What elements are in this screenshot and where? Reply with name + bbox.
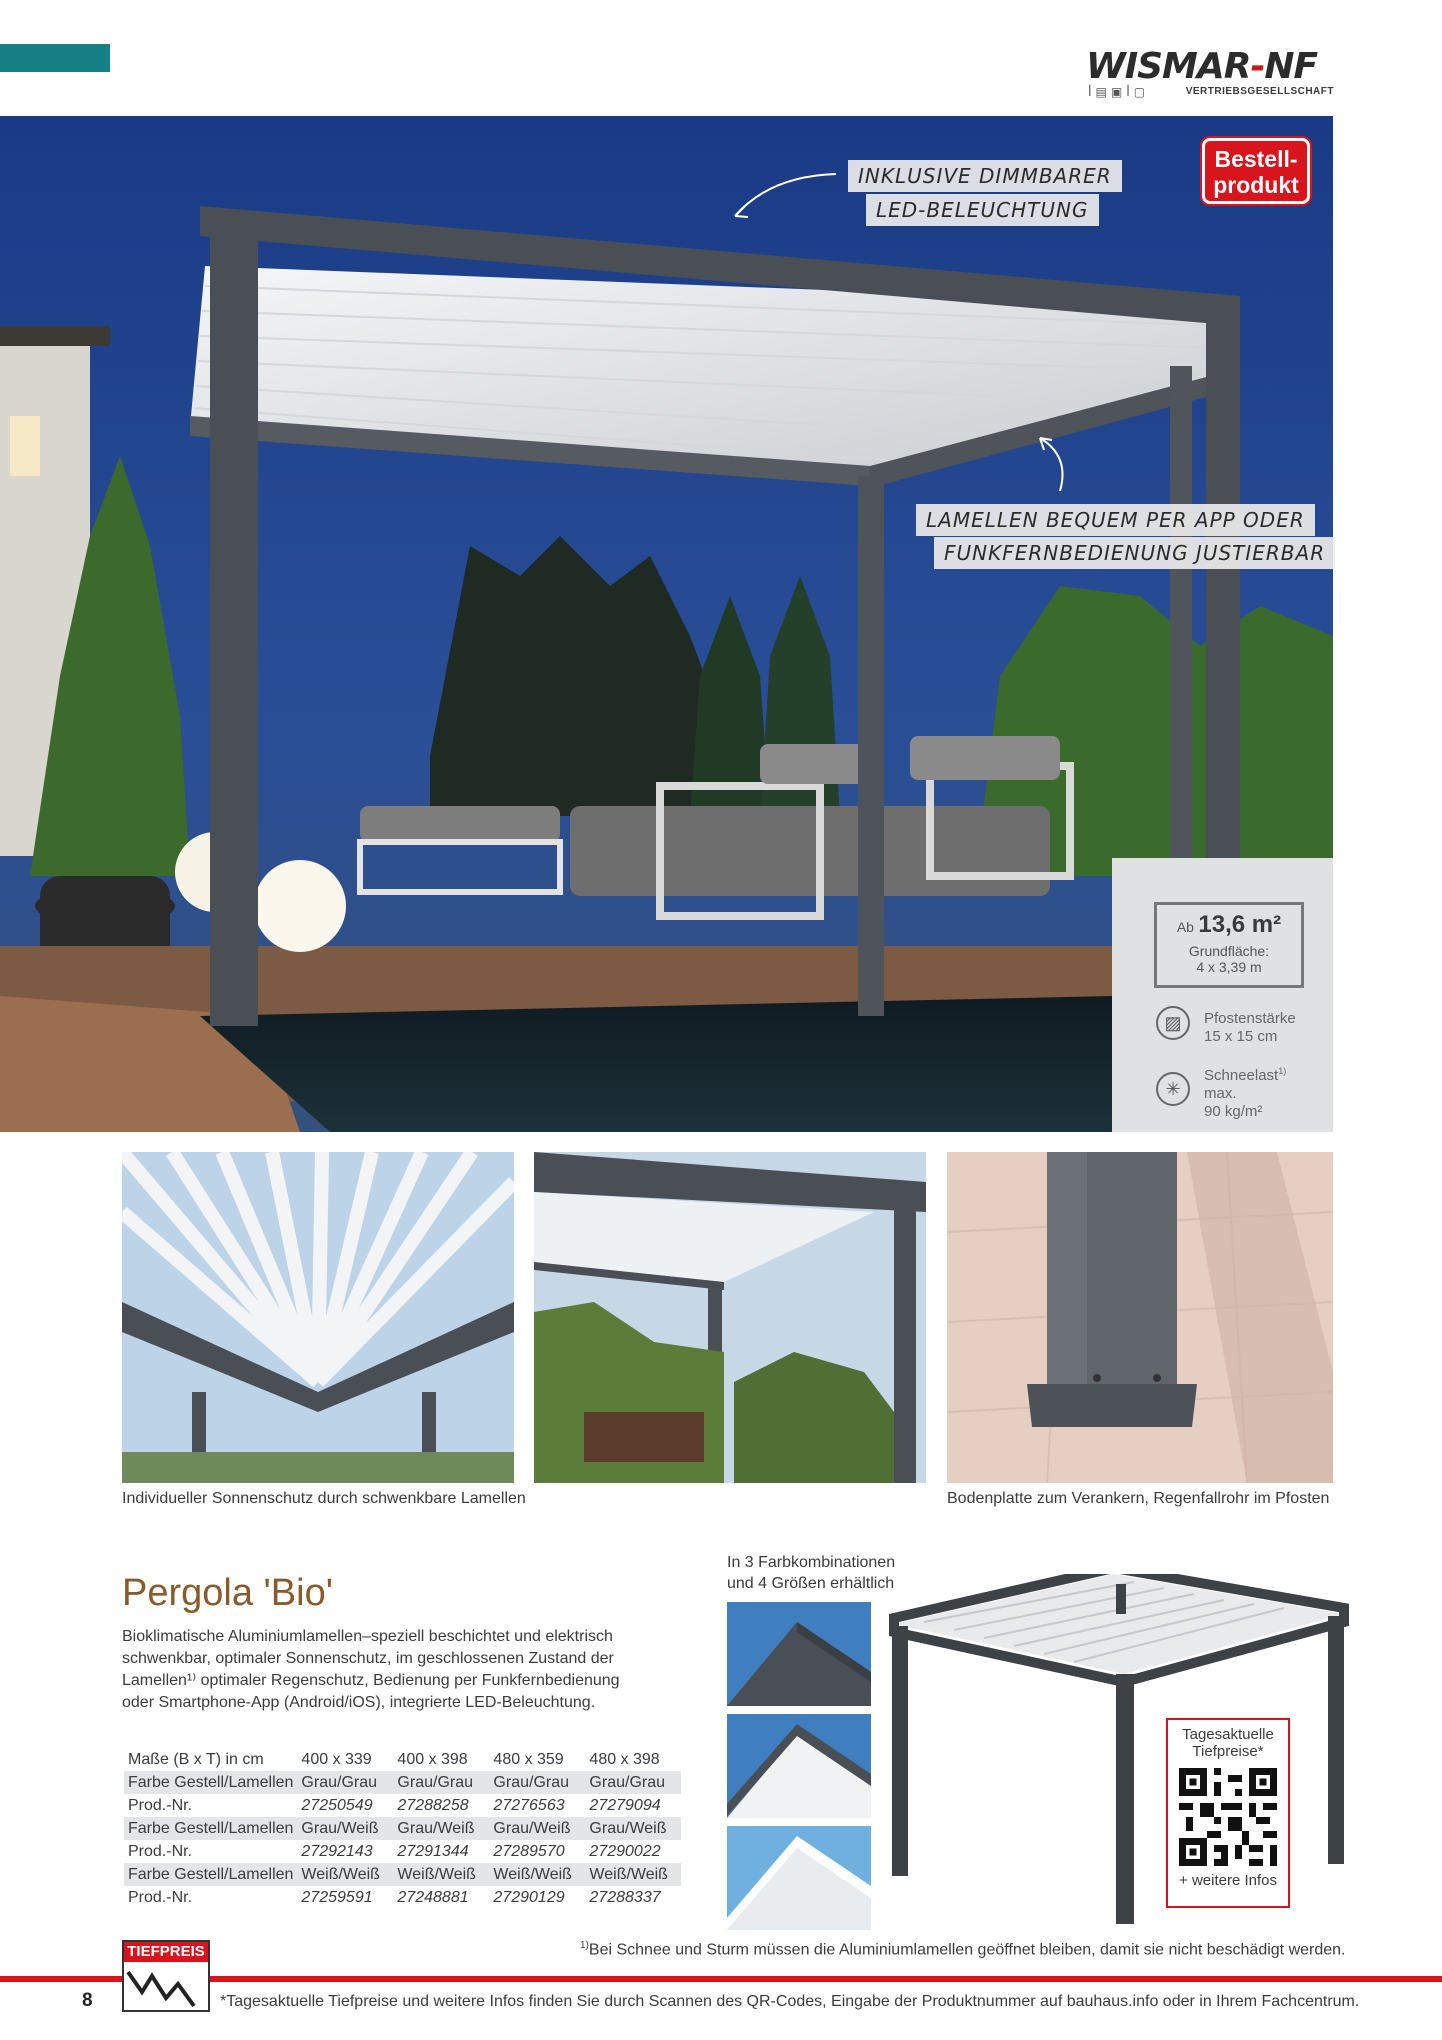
- spec-cell: 27248881: [397, 1888, 469, 1906]
- spec-cell: Grau/Grau: [489, 1771, 585, 1794]
- spec-cell: 27289570: [493, 1842, 565, 1860]
- footnote-text: Bei Schnee und Sturm müssen die Aluminiumlamellen geöffnet bleiben, damit sie nicht beschädigt werden.: [588, 1941, 1346, 1959]
- product-title: Pergola 'Bio': [122, 1572, 333, 1614]
- thumbnail-lamellae: [122, 1152, 514, 1483]
- post-hatch-icon: ▨: [1156, 1006, 1190, 1040]
- qr-title-line1: Tagesaktuelle: [1182, 1726, 1274, 1743]
- order-product-badge: [1202, 138, 1310, 204]
- qr-code[interactable]: [1179, 1768, 1277, 1866]
- tiefpreis-label: TIEFPREIS: [124, 1942, 208, 1962]
- availability-line2: und 4 Größen erhältlich: [727, 1575, 895, 1592]
- badge-line2: produkt: [1213, 172, 1299, 198]
- spec-row-color: [124, 1863, 681, 1886]
- snow-footnote-marker: 1): [1278, 1066, 1287, 1076]
- snow-value: 90 kg/m²: [1204, 1103, 1263, 1120]
- price-drop-chart-icon: [124, 1962, 208, 2010]
- spec-row-product-number: [124, 1840, 681, 1863]
- spec-cell: 27292143: [301, 1842, 373, 1860]
- callout-app-line2: FUNKFERNBEDIENUNG JUSTIERBAR: [934, 537, 1335, 569]
- spec-cell: Prod.-Nr.: [128, 1842, 193, 1860]
- spec-cell: 27290129: [493, 1888, 565, 1906]
- snow-info: [1204, 1062, 1286, 1121]
- spec-cell: Weiß/Weiß: [489, 1863, 585, 1886]
- area-label: Grundfläche:: [1188, 943, 1270, 959]
- spec-cell: 27290022: [589, 1842, 661, 1860]
- spec-row-product-number: [124, 1794, 681, 1817]
- spec-header-label: Maße (B x T) in cm: [128, 1750, 264, 1768]
- teal-accent-bar: [0, 44, 110, 72]
- qr-title-line2: Tiefpreise*: [1192, 1743, 1264, 1760]
- caption-base-plate: Bodenplatte zum Verankern, Regenfallrohr im Pfosten: [947, 1490, 1330, 1507]
- qr-more-info[interactable]: + weitere Infos: [1179, 1872, 1277, 1889]
- footer-red-line: [0, 1976, 1442, 1982]
- color-swatch-grau-weiss: [727, 1714, 871, 1818]
- spec-cell: Weiß/Weiß: [393, 1863, 489, 1886]
- tiefpreis-logo: [122, 1940, 210, 2012]
- spec-cell: 27288337: [589, 1888, 661, 1906]
- post-info: [1204, 1010, 1296, 1046]
- callout-led-line2: LED-BELEUCHTUNG: [866, 194, 1099, 226]
- spec-header-size: 400 x 339: [301, 1750, 372, 1768]
- spec-row-color: [124, 1817, 681, 1840]
- spec-cell: Prod.-Nr.: [128, 1888, 193, 1906]
- thumbnail-base-plate: [947, 1152, 1339, 1483]
- callout-app-line1: LAMELLEN BEQUEM PER APP ODER: [916, 504, 1315, 536]
- spec-cell: Grau/Weiß: [585, 1817, 681, 1840]
- color-swatch-grau-grau: [727, 1602, 871, 1706]
- area-dims: 4 x 3,39 m: [1196, 959, 1262, 975]
- post-label: Pfostenstärke: [1204, 1010, 1296, 1027]
- spec-header-row: [124, 1748, 681, 1771]
- snowflake-icon: ✳: [1156, 1072, 1190, 1106]
- spec-cell: Weiß/Weiß: [585, 1863, 681, 1886]
- badge-line1: Bestell-: [1214, 146, 1298, 172]
- spec-cell: Grau/Grau: [585, 1771, 681, 1794]
- spec-cell: Farbe Gestell/Lamellen: [124, 1863, 297, 1886]
- spec-info-panel: [1112, 858, 1333, 1132]
- area-prefix: Ab: [1176, 919, 1194, 935]
- thumbnail-pergola-garden: [534, 1152, 926, 1483]
- spec-row-color: [124, 1771, 681, 1794]
- spec-header-size: 400 x 398: [397, 1750, 468, 1768]
- callout-led-line1: INKLUSIVE DIMMBARER: [848, 160, 1122, 192]
- spec-header-size: 480 x 398: [589, 1750, 660, 1768]
- spec-cell: Weiß/Weiß: [297, 1863, 393, 1886]
- availability-note: [727, 1552, 895, 1594]
- spec-cell: Grau/Grau: [297, 1771, 393, 1794]
- spec-cell: 27288258: [397, 1796, 469, 1814]
- spec-cell: 27259591: [301, 1888, 373, 1906]
- color-swatch-weiss-weiss: [727, 1826, 871, 1930]
- spec-cell: 27291344: [397, 1842, 469, 1860]
- spec-cell: 27250549: [301, 1796, 373, 1814]
- brand-logo-subtitle: VERTRIEBSGESELLSCHAFT: [1185, 86, 1334, 97]
- footer-note: *Tagesaktuelle Tiefpreise und weitere Infos finden Sie durch Scannen des QR-Codes, Eingabe der Produktnummer auf bauhaus.info oder in Ihrem Fachcentrum.: [220, 1993, 1360, 2010]
- spec-cell: 27276563: [493, 1796, 565, 1814]
- brand-logo-text: WISMAR-NF: [1086, 46, 1318, 87]
- spec-cell: Grau/Weiß: [297, 1817, 393, 1840]
- spec-cell: Grau/Weiß: [393, 1817, 489, 1840]
- footnote-snow: [580, 1940, 1346, 1959]
- brand-logo-marks: ꟾ▤▣ꟾ▢: [1088, 85, 1150, 99]
- spec-cell: Grau/Grau: [393, 1771, 489, 1794]
- spec-header-size: 480 x 359: [493, 1750, 564, 1768]
- spec-cell: 27279094: [589, 1796, 661, 1814]
- snow-max: max.: [1204, 1085, 1237, 1102]
- qr-code-box[interactable]: [1166, 1718, 1290, 1908]
- spec-row-product-number: [124, 1886, 681, 1909]
- post-value: 15 x 15 cm: [1204, 1028, 1278, 1045]
- brand-logo: [1086, 46, 1334, 99]
- spec-table: [124, 1748, 681, 1909]
- area-box: [1154, 902, 1304, 988]
- availability-line1: In 3 Farbkombinationen: [727, 1554, 896, 1571]
- snow-label: Schneelast: [1204, 1067, 1279, 1084]
- page-number: 8: [82, 1990, 93, 2011]
- product-description: Bioklimatische Aluminiumlamellen–speziell beschichtet und elektrisch schwenkbar, optimaler Sonnenschutz, im geschlossenen Zustand der Lamellen¹⁾ optimaler Regenschutz, Bedienung per Funkfernbedienung oder Smartphone-App (Android/iOS), integrierte LED-Beleuchtung.: [122, 1628, 620, 1711]
- spec-cell: Farbe Gestell/Lamellen: [124, 1817, 297, 1840]
- area-value: 13,6 m²: [1198, 911, 1282, 938]
- spec-cell: Grau/Weiß: [489, 1817, 585, 1840]
- footnote-marker: 1): [580, 1940, 589, 1951]
- caption-lamellae: Individueller Sonnenschutz durch schwenkbare Lamellen: [122, 1490, 526, 1507]
- spec-cell: Prod.-Nr.: [128, 1796, 193, 1814]
- spec-cell: Farbe Gestell/Lamellen: [124, 1771, 297, 1794]
